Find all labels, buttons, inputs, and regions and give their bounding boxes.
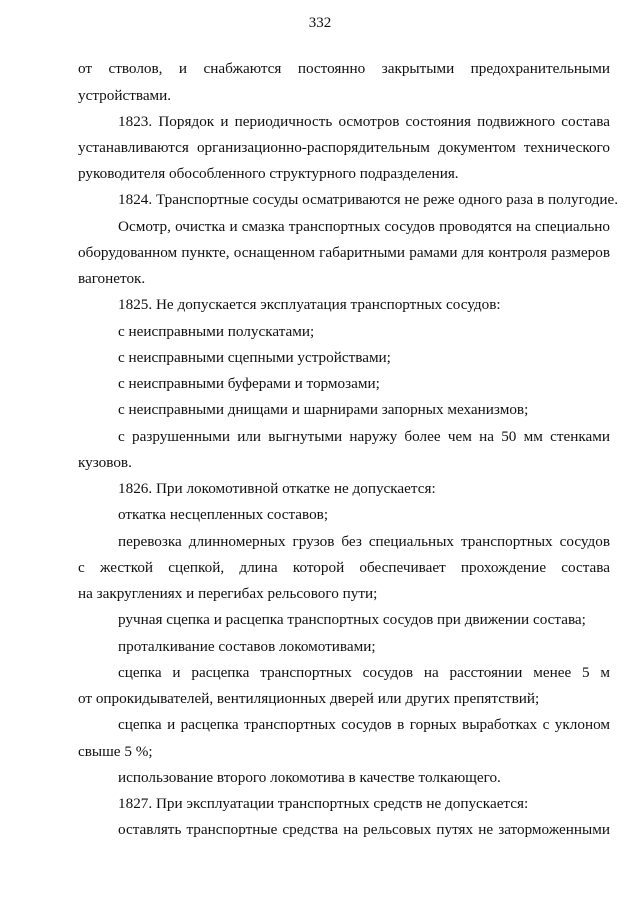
text-line: свыше 5 %; <box>78 743 153 760</box>
text-line: вагонеток. <box>78 270 146 287</box>
text-line: устройствами. <box>78 87 172 104</box>
text-line: с неисправными сцепными устройствами; <box>118 349 391 366</box>
text-line: с жесткой сцепкой, длина которой обеспечивает прохождение состава <box>78 559 610 576</box>
text-line: с неисправными буферами и тормозами; <box>118 375 380 392</box>
text-line: оставлять транспортные средства на рельсовых путях не заторможенными <box>118 821 610 838</box>
text-line: ручная сцепка и расцепка транспортных сосудов при движении состава; <box>118 611 586 628</box>
text-line: с неисправными полускатами; <box>118 323 315 340</box>
text-line: 1825. Не допускается эксплуатация транспортных сосудов: <box>118 296 501 313</box>
text-line: устанавливаются организационно-распорядительным документом технического <box>78 139 610 156</box>
text-line: от опрокидывателей, вентиляционных дверей или других препятствий; <box>78 690 540 707</box>
text-line: кузовов. <box>78 454 132 471</box>
text-line: сцепка и расцепка транспортных сосудов в горных выработках с уклоном <box>118 716 610 733</box>
text-line: руководителя обособленного структурного подразделения. <box>78 165 459 182</box>
text-line: перевозка длинномерных грузов без специальных транспортных сосудов <box>118 533 610 550</box>
text-line: использование второго локомотива в качестве толкающего. <box>118 769 501 786</box>
text-line: 1826. При локомотивной откатке не допускается: <box>118 480 436 497</box>
text-line: на закруглениях и перегибах рельсового пути; <box>78 585 378 602</box>
text-line: 1824. Транспортные сосуды осматриваются не реже одного раза в полугодие. <box>118 191 619 208</box>
text-line: оборудованном пункте, оснащенном габаритными рамами для контроля размеров <box>78 244 610 261</box>
text-line: проталкивание составов локомотивами; <box>118 638 376 655</box>
text-line: откатка несцепленных составов; <box>118 506 329 523</box>
text-line: с разрушенными или выгнутыми наружу более чем на 50 мм стенками <box>118 428 610 445</box>
text-line: от стволов, и снабжаются постоянно закрытыми предохранительными <box>78 60 610 77</box>
text-line: 1827. При эксплуатации транспортных средств не допускается: <box>118 795 529 812</box>
text-line: сцепка и расцепка транспортных сосудов на расстоянии менее 5 м <box>118 664 610 681</box>
text-line: Осмотр, очистка и смазка транспортных сосудов проводятся на специально <box>118 218 610 235</box>
text-line: 1823. Порядок и периодичность осмотров состояния подвижного состава <box>118 113 610 130</box>
page-number: 332 <box>308 15 332 31</box>
text-line: с неисправными днищами и шарнирами запорных механизмов; <box>118 401 529 418</box>
